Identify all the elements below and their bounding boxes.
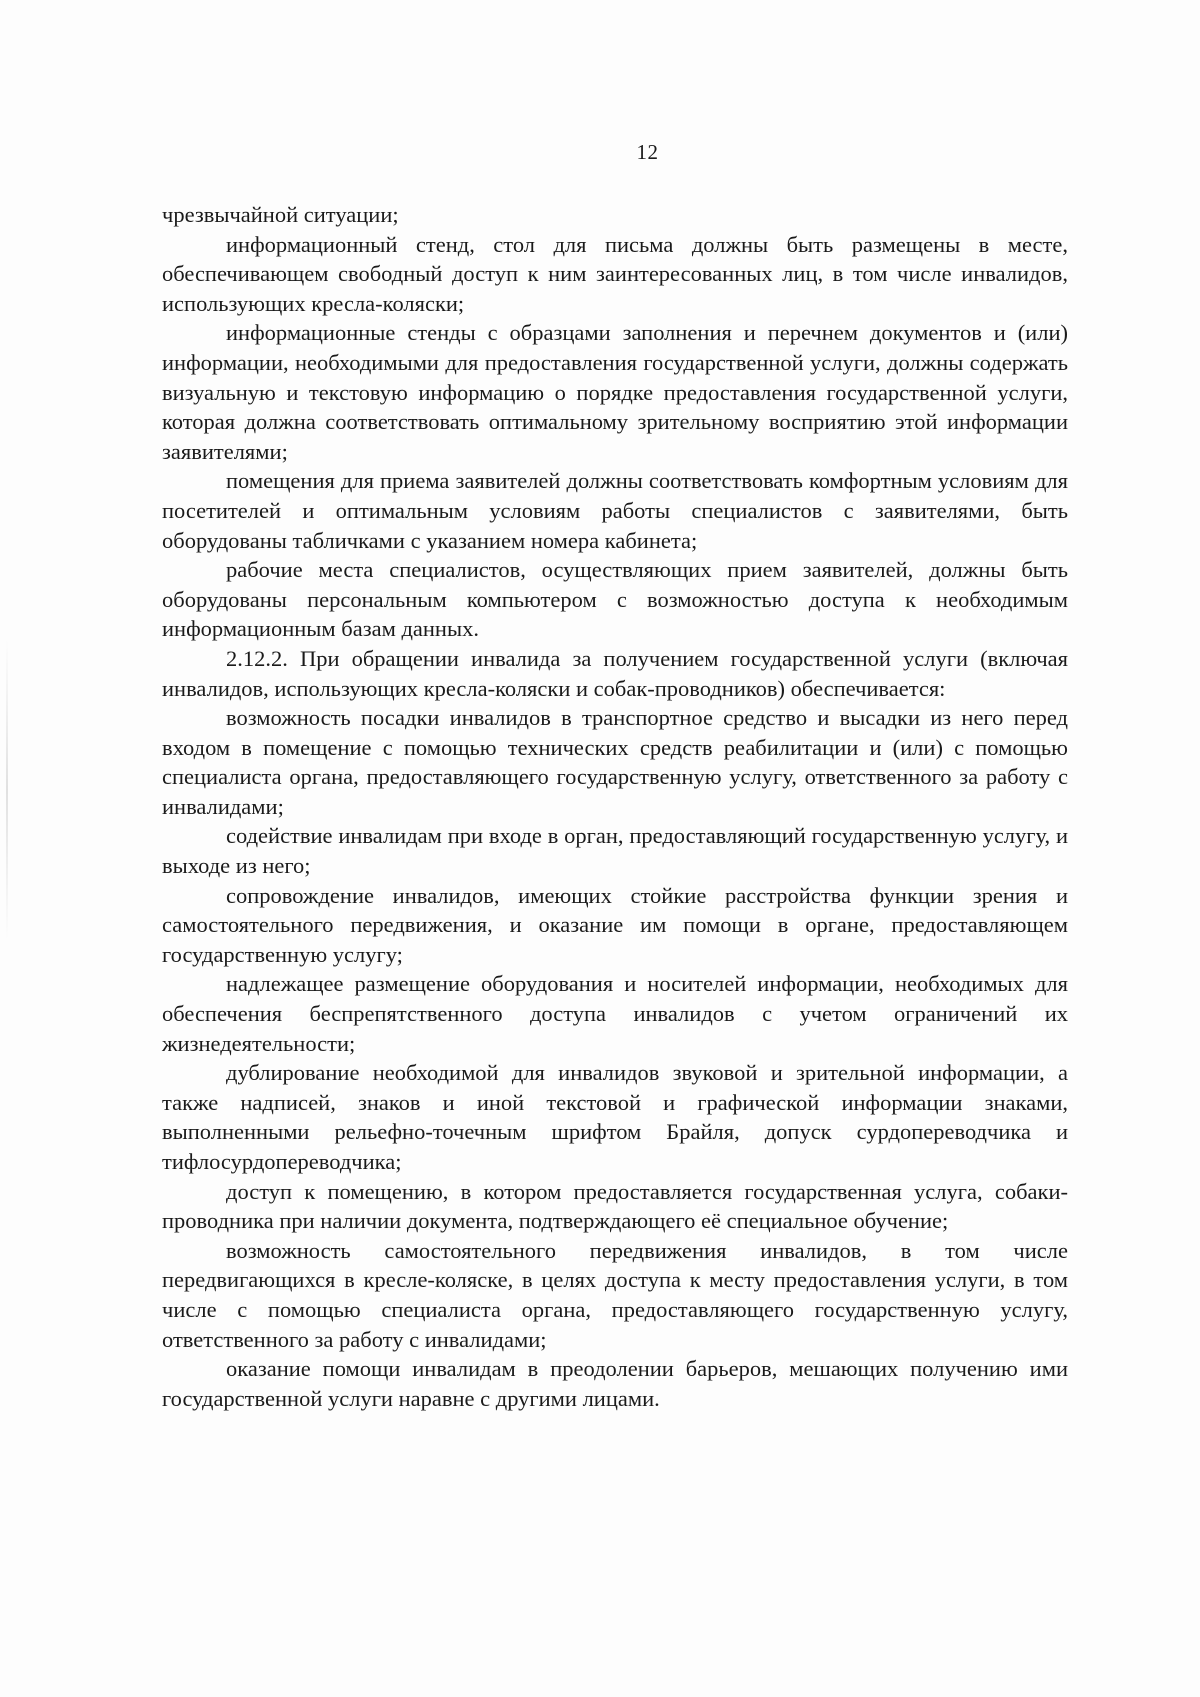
paragraph-entry-assistance: содействие инвалидам при входе в орган, предоставляющий государственную услугу, и выходе из него; [162, 823, 1068, 879]
paragraph-reception-rooms: помещения для приема заявителей должны соответствовать комфортным условиям для посетителей и оптимальным условиям работы специалистов с заявителями, быть оборудованы табличками с указанием номера кабинета; [162, 468, 1068, 553]
paragraph-info-stand: информационный стенд, стол для письма должны быть размещены в месте, обеспечивающем свободный доступ к ним заинтересованных лиц, в том числе инвалидов, использующих кресла-коляски; [162, 231, 1068, 316]
paragraph-info-stands-samples: информационные стенды с образцами заполнения и перечнем документов и (или) информации, необходимыми для предоставления государственной услуги, должны содержать визуальную и текстовую информацию о порядке предоставления государственной услуги, которая должна соответствовать оптимальному зрительному восприятию этой информации заявителями; [162, 320, 1068, 464]
paragraph-equipment-placement: надлежащее размещение оборудования и носителей информации, необходимых для обеспечения беспрепятственного доступа инвалидов с учетом ограничений их жизнедеятельности; [162, 971, 1068, 1056]
paragraph-section-2-12-2: 2.12.2. При обращении инвалида за получением государственной услуги (включая инвалидов, использующих кресла-коляски и собак-проводников) обеспечивается: [162, 645, 1068, 701]
page-number: 12 [636, 140, 659, 164]
paragraph-duplication: дублирование необходимой для инвалидов звуковой и зрительной информации, а также надписей, знаков и иной текстовой и графической информации знаками, выполненными рельефно-точечным шрифтом Брайля, допуск сурдопереводчика и тифлосурдопереводчика; [162, 1060, 1068, 1174]
paragraph-continuation: чрезвычайной ситуации; [162, 202, 399, 227]
document-body [162, 200, 1068, 1413]
paragraph-workplaces: рабочие места специалистов, осуществляющих прием заявителей, должны быть оборудованы персональным компьютером с возможностью доступа к необходимым информационным базам данных. [162, 557, 1068, 642]
paragraph-guide-dog-access: доступ к помещению, в котором предоставляется государственная услуга, собаки-проводника при наличии документа, подтверждающего её специальное обучение; [162, 1178, 1068, 1234]
scan-edge-shadow [6, 640, 8, 940]
paragraph-independent-movement: возможность самостоятельного передвижения инвалидов, в том числе передвигающихся в кресле-коляске, в целях доступа к месту предоставления услуги, в том числе с помощью специалиста органа, предоставляющего государственную услугу, ответственного за работу с инвалидами; [162, 1237, 1068, 1352]
paragraph-barrier-assistance: оказание помощи инвалидам в преодолении барьеров, мешающих получению ими государственной услуги наравне с другими лицами. [162, 1356, 1068, 1411]
paragraph-vehicle-boarding: возможность посадки инвалидов в транспортное средство и высадки из него перед входом в помещение с помощью технических средств реабилитации и (или) с помощью специалиста органа, предоставляющего государственную услугу, ответственного за работу с инвалидами; [162, 705, 1068, 819]
paragraph-escort: сопровождение инвалидов, имеющих стойкие расстройства функции зрения и самостоятельного передвижения, и оказание им помощи в органе, предоставляющем государственную услугу; [162, 882, 1068, 967]
